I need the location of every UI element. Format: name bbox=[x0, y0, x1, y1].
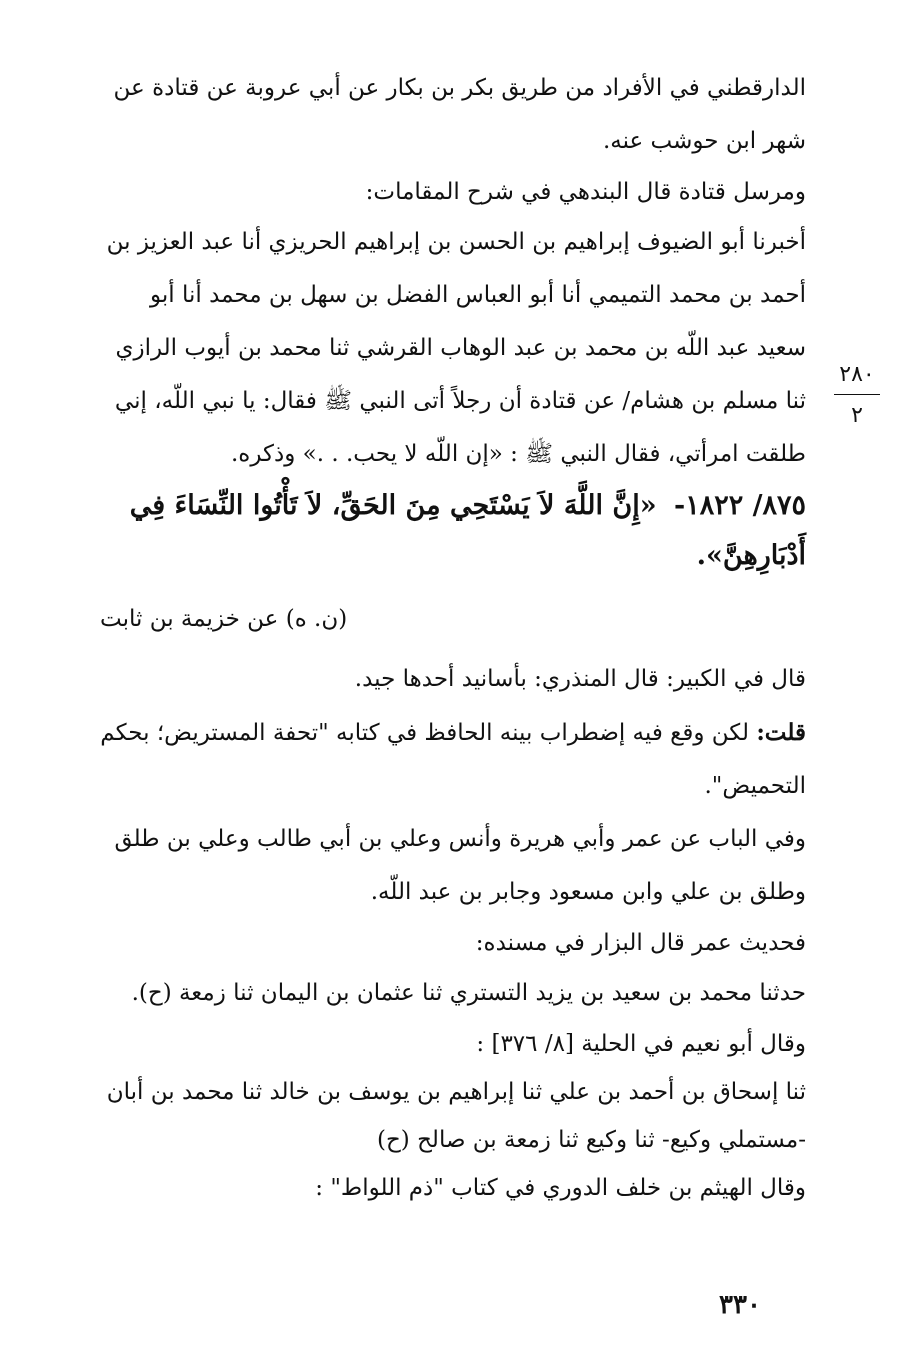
paragraph-qatada-mursal: ومرسل قتادة قال البندهي في شرح المقامات: bbox=[365, 179, 806, 205]
paragraph-bab: وفي الباب عن عمر وأبي هريرة وأنس وعلي بن أبي طالب وعلي بن طلق وطلق بن علي وابن مسعود وجابر بن عبد اللّه. bbox=[114, 826, 806, 905]
source-text: (ن. ه) عن خزيمة بن ثابت bbox=[100, 606, 348, 632]
hadith-source bbox=[100, 591, 806, 647]
hadith-block bbox=[100, 481, 806, 581]
margin-ref-bottom: ٢ bbox=[851, 403, 863, 428]
page-number: ٣٣٠ bbox=[719, 1290, 761, 1320]
paragraph-abu-nuaym: وقال أبو نعيم في الحلية [٨/ ٣٧٦] : bbox=[476, 1031, 806, 1057]
note-text: لكن وقع فيه إضطراب بينه الحافظ في كتابه "تحفة المستريض؛ بحكم التحميض". bbox=[100, 720, 806, 799]
note-prefix: قلت: bbox=[756, 719, 806, 746]
margin-ref-rule bbox=[834, 394, 880, 395]
hadith-text: «إِنَّ اللَّهَ لاَ يَسْتَحِي مِنَ الحَقِّ، لاَ تَأْتُوا النِّسَاءَ فِي أَدْبَارِهِنَّ». bbox=[129, 490, 806, 571]
hadith-number: ٨٧٥/ ١٨٢٢- bbox=[673, 490, 806, 521]
commentary-mundhiri: قال في الكبير: قال المنذري: بأسانيد أحدها جيد. bbox=[354, 666, 806, 692]
paragraph-haytham: وقال الهيثم بن خلف الدوري في كتاب "ذم اللواط" : bbox=[315, 1175, 806, 1201]
page-body bbox=[100, 62, 806, 1212]
paragraph-haddathana: حدثنا محمد بن سعيد بن يزيد التستري ثنا عثمان بن اليمان ثنا زمعة (ح). bbox=[131, 980, 806, 1006]
paragraph-umar-bazzar: فحديث عمر قال البزار في مسنده: bbox=[475, 930, 806, 956]
paragraph-darqutni: الدارقطني في الأفراد من طريق بكر بن بكار عن أبي عروبة عن قتادة عن شهر ابن حوشب عنه. bbox=[113, 75, 806, 154]
note-paragraph bbox=[100, 706, 806, 813]
margin-reference bbox=[830, 362, 884, 429]
paragraph-isnad: أخبرنا أبو الضيوف إبراهيم بن الحسن بن إبراهيم الحريزي أنا عبد العزيز بن أحمد بن محمد التميمي أنا أبو العباس الفضل بن سهل بن محمد أنا أبو سعيد عبد اللّه بن محمد بن عبد الوهاب القرشي ثنا محمد بن أيوب الرازي ثنا مسلم بن هشام/ عن قتادة أن رجلاً أتى النبي ﷺ فقال: يا نبي اللّه، إني طلقت امرأتي، فقال النبي ﷺ : «إن اللّه لا يحب. . .» وذكره. bbox=[106, 229, 806, 467]
margin-ref-top: ٢٨٠ bbox=[839, 362, 875, 387]
paragraph-ishaq: ثنا إسحاق بن أحمد بن علي ثنا إبراهيم بن يوسف بن خالد ثنا محمد بن أبان -مستملي وكيع- ثنا وكيع ثنا زمعة بن صالح (ح) bbox=[106, 1079, 806, 1153]
